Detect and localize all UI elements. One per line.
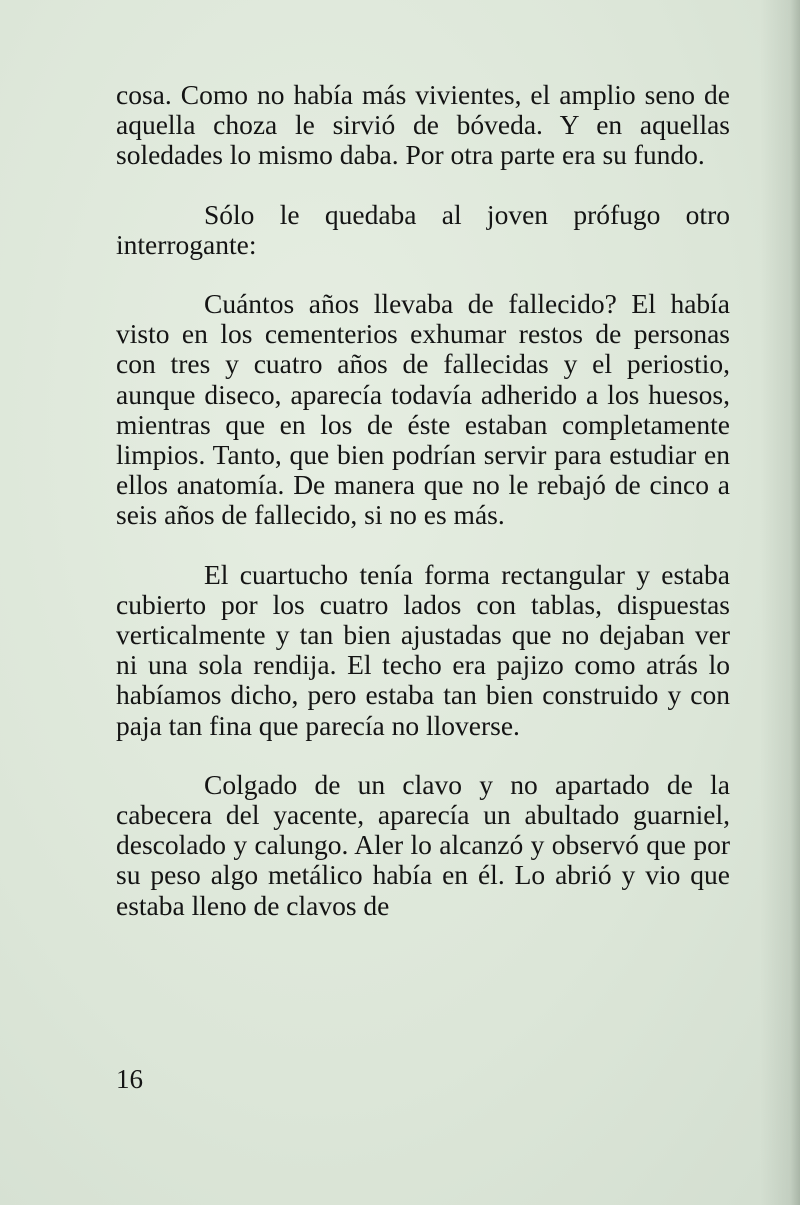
paragraph-2: Sólo le quedaba al joven prófugo otro interrogante: [116,198,730,260]
paragraph-5: Colgado de un clavo y no apartado de la cabecera del yacente, aparecía un abultado guarniel, descolado y calungo. Aler lo alcanzó y observó que por su peso algo metálico había en él. Lo abrió y vio que estaba lleno de clavos de [116,768,730,921]
body-text [116,80,730,950]
paragraph-4: El cuartucho tenía forma rectangular y estaba cubierto por los cuatro lados con tablas, dispuestas verticalmente y tan bien ajustadas que no dejaban ver ni una sola rendija. El techo era pajizo como atrás lo habíamos dicho, pero estaba tan bien construido y con paja tan fina que parecía no lloverse. [116,558,730,741]
paragraph-1: cosa. Como no había más vivientes, el amplio seno de aquella choza le sirvió de bóveda. Y en aquellas soledades lo mismo daba. Por otra parte era su fundo. [116,79,730,171]
page-number: 16 [116,1064,143,1094]
paragraph-3: Cuántos años llevaba de fallecido? El había visto en los cementerios exhumar restos de personas con tres y cuatro años de fallecidas y el periostio, aunque diseco, aparecía todavía adherido a los huesos, mientras que en los de éste estaban completamente limpios. Tanto, que bien podrían servir para estudiar en ellos anatomía. De manera que no le rebajó de cinco a seis años de fallecido, si no es más. [116,288,730,531]
